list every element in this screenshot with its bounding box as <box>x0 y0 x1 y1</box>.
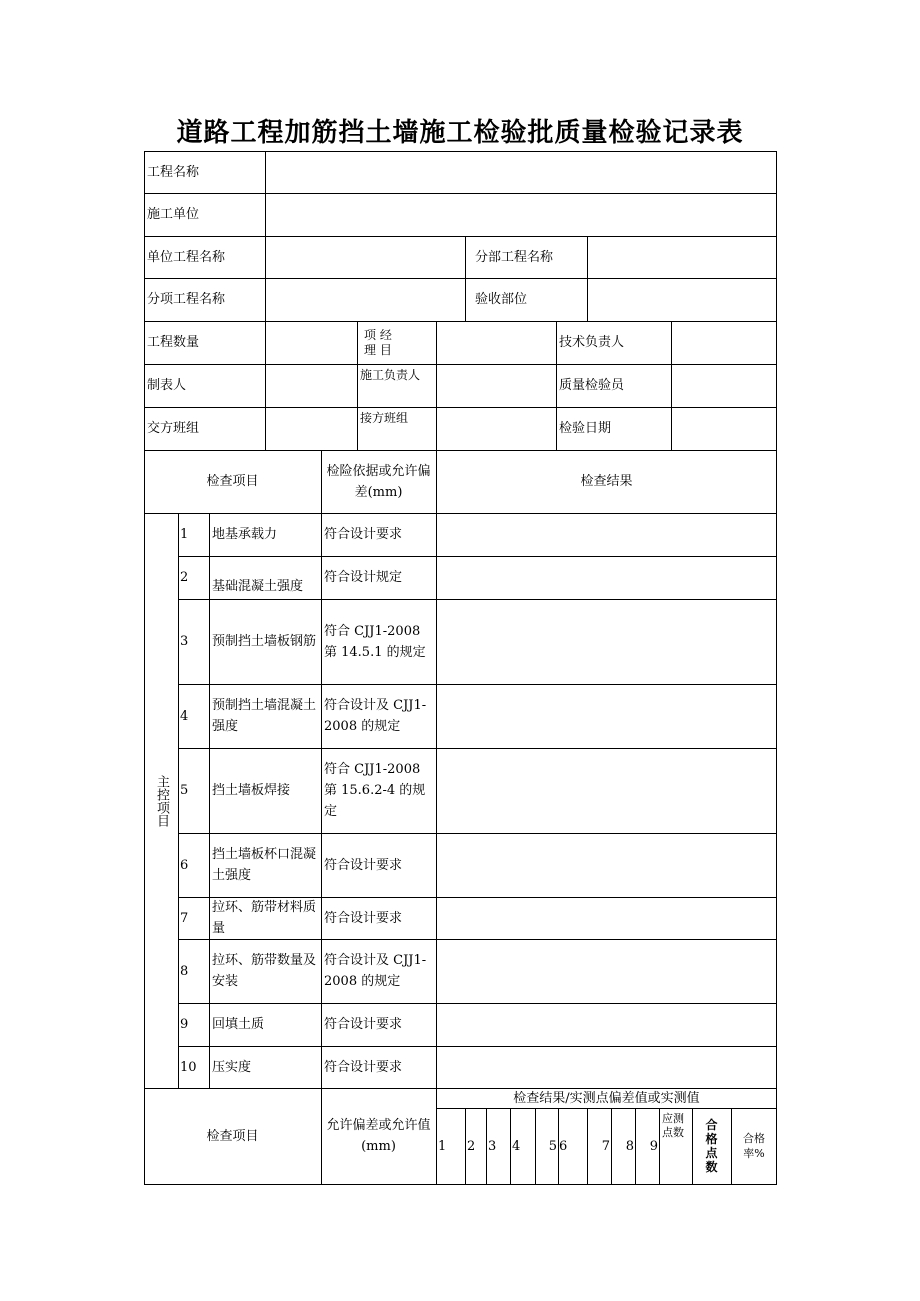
division-project-name-value[interactable] <box>587 236 777 278</box>
subitem-project-name-value[interactable] <box>265 278 465 321</box>
point-5-header: 5 <box>548 1138 557 1154</box>
acceptance-part-value[interactable] <box>587 278 777 321</box>
acceptance-part-label: 验收部位 <box>475 292 528 307</box>
qualified-points-text: 合格点数 <box>705 1118 718 1174</box>
main-item-result[interactable] <box>436 513 777 556</box>
project-name-label: 工程名称 <box>147 164 200 180</box>
project-manager-label-line1: 项 经 <box>364 327 392 342</box>
point-6-header: 6 <box>559 1138 568 1154</box>
main-control-group-text: 主控项目 <box>154 774 169 827</box>
main-item-no: 7 <box>180 910 189 926</box>
main-item-result[interactable] <box>436 897 777 939</box>
handover-team-label: 交方班组 <box>147 421 200 436</box>
main-item-result[interactable] <box>436 1003 777 1046</box>
inspection-date-label: 检验日期 <box>559 421 612 436</box>
rate-header: 合格率% <box>743 1132 765 1160</box>
main-item-no: 6 <box>180 857 189 873</box>
point-9-header: 9 <box>649 1138 658 1154</box>
main-item-name: 预制挡土墙混凝土强度 <box>212 698 317 734</box>
should-points-header: 应测点数 <box>662 1112 684 1139</box>
project-manager-label-line2: 理 目 <box>364 342 392 357</box>
bottom-allow-header: 允许偏差或允许值(mm) <box>326 1118 431 1154</box>
main-item-result[interactable] <box>436 556 777 599</box>
main-item-result[interactable] <box>436 833 777 897</box>
inspection-date-value[interactable] <box>671 407 777 450</box>
main-item-no: 10 <box>180 1059 197 1075</box>
tech-lead-value[interactable] <box>671 321 777 364</box>
main-item-name: 压实度 <box>212 1059 252 1075</box>
page-title: 道路工程加筋挡土墙施工检验批质量检验记录表 <box>176 118 744 148</box>
construction-lead-value[interactable] <box>436 364 556 407</box>
main-item-result[interactable] <box>436 599 777 684</box>
receiving-team-label: 接方班组 <box>360 411 409 425</box>
main-item-result[interactable] <box>436 748 777 833</box>
main-item-no: 5 <box>180 783 189 798</box>
main-item-name: 地基承载力 <box>212 527 278 542</box>
main-item-basis: 符合 CJJ1-2008 第 15.6.2-4 的规定 <box>324 762 426 819</box>
receiving-team-value[interactable] <box>436 407 556 450</box>
main-item-name: 挡土墙板杯口混凝土强度 <box>212 847 317 883</box>
main-item-basis: 符合设计规定 <box>324 570 403 585</box>
main-item-name: 预制挡土墙板钢筋 <box>212 634 317 649</box>
main-item-no: 2 <box>180 570 189 585</box>
construction-lead-label: 施工负责人 <box>360 368 421 382</box>
point-3-header: 3 <box>488 1138 497 1154</box>
project-name-value[interactable] <box>265 151 777 193</box>
project-manager-label <box>357 321 436 364</box>
project-manager-value[interactable] <box>436 321 556 364</box>
point-2-header: 2 <box>467 1138 476 1154</box>
main-item-basis: 符合设计要求 <box>324 1059 403 1075</box>
main-basis-header: 检险依据或允许偏差(mm) <box>326 463 431 500</box>
construction-unit-label: 施工单位 <box>147 207 200 222</box>
main-item-no: 3 <box>180 634 189 649</box>
main-item-name: 回填土质 <box>212 1017 265 1032</box>
quantity-label: 工程数量 <box>147 335 200 350</box>
point-4-header: 4 <box>512 1138 521 1154</box>
tabulator-value[interactable] <box>265 364 357 407</box>
main-item-result[interactable] <box>436 1046 777 1088</box>
main-item-basis: 符合设计要求 <box>324 910 403 926</box>
main-item-basis: 符合设计要求 <box>324 857 403 873</box>
main-item-no: 4 <box>180 708 189 724</box>
quality-inspector-label: 质量检验员 <box>559 378 625 393</box>
quantity-value[interactable] <box>265 321 357 364</box>
quality-inspector-value[interactable] <box>671 364 777 407</box>
main-item-header: 检查项目 <box>206 474 259 489</box>
main-item-name: 拉环、筋带数量及安装 <box>212 953 317 989</box>
main-item-basis: 符合设计及 CJJ1-2008 的规定 <box>324 953 427 989</box>
unit-project-name-value[interactable] <box>265 236 465 278</box>
main-item-basis: 符合设计要求 <box>324 1017 403 1032</box>
main-item-basis: 符合 CJJ1-2008 第 14.5.1 的规定 <box>324 623 426 660</box>
point-1-header: 1 <box>438 1138 447 1154</box>
subitem-project-name-label: 分项工程名称 <box>147 292 226 307</box>
bottom-item-header: 检查项目 <box>206 1128 259 1144</box>
measured-values-header: 检查结果/实测点偏差值或实测值 <box>513 1090 700 1106</box>
main-item-result[interactable] <box>436 939 777 1003</box>
unit-project-name-label: 单位工程名称 <box>147 249 226 265</box>
qualified-points-header <box>692 1108 731 1184</box>
main-item-name: 基础混凝土强度 <box>212 579 304 594</box>
handover-team-value[interactable] <box>265 407 357 450</box>
main-result-header: 检查结果 <box>580 474 633 489</box>
main-item-basis: 符合设计及 CJJ1-2008 的规定 <box>324 698 427 734</box>
point-7-header: 7 <box>601 1138 610 1154</box>
main-item-no: 9 <box>180 1017 189 1032</box>
main-item-basis: 符合设计要求 <box>324 527 403 542</box>
main-item-no: 8 <box>180 963 189 979</box>
main-item-no: 1 <box>180 527 189 542</box>
tabulator-label: 制表人 <box>147 378 187 393</box>
division-project-name-label: 分部工程名称 <box>475 249 554 265</box>
main-item-name: 挡土墙板焊接 <box>212 783 291 798</box>
main-item-name: 拉环、筋带材料质量 <box>212 900 317 936</box>
main-item-result[interactable] <box>436 684 777 748</box>
point-8-header: 8 <box>625 1138 634 1154</box>
tech-lead-label: 技术负责人 <box>559 335 625 350</box>
main-control-group-label <box>144 513 178 1088</box>
construction-unit-value[interactable] <box>265 193 777 236</box>
